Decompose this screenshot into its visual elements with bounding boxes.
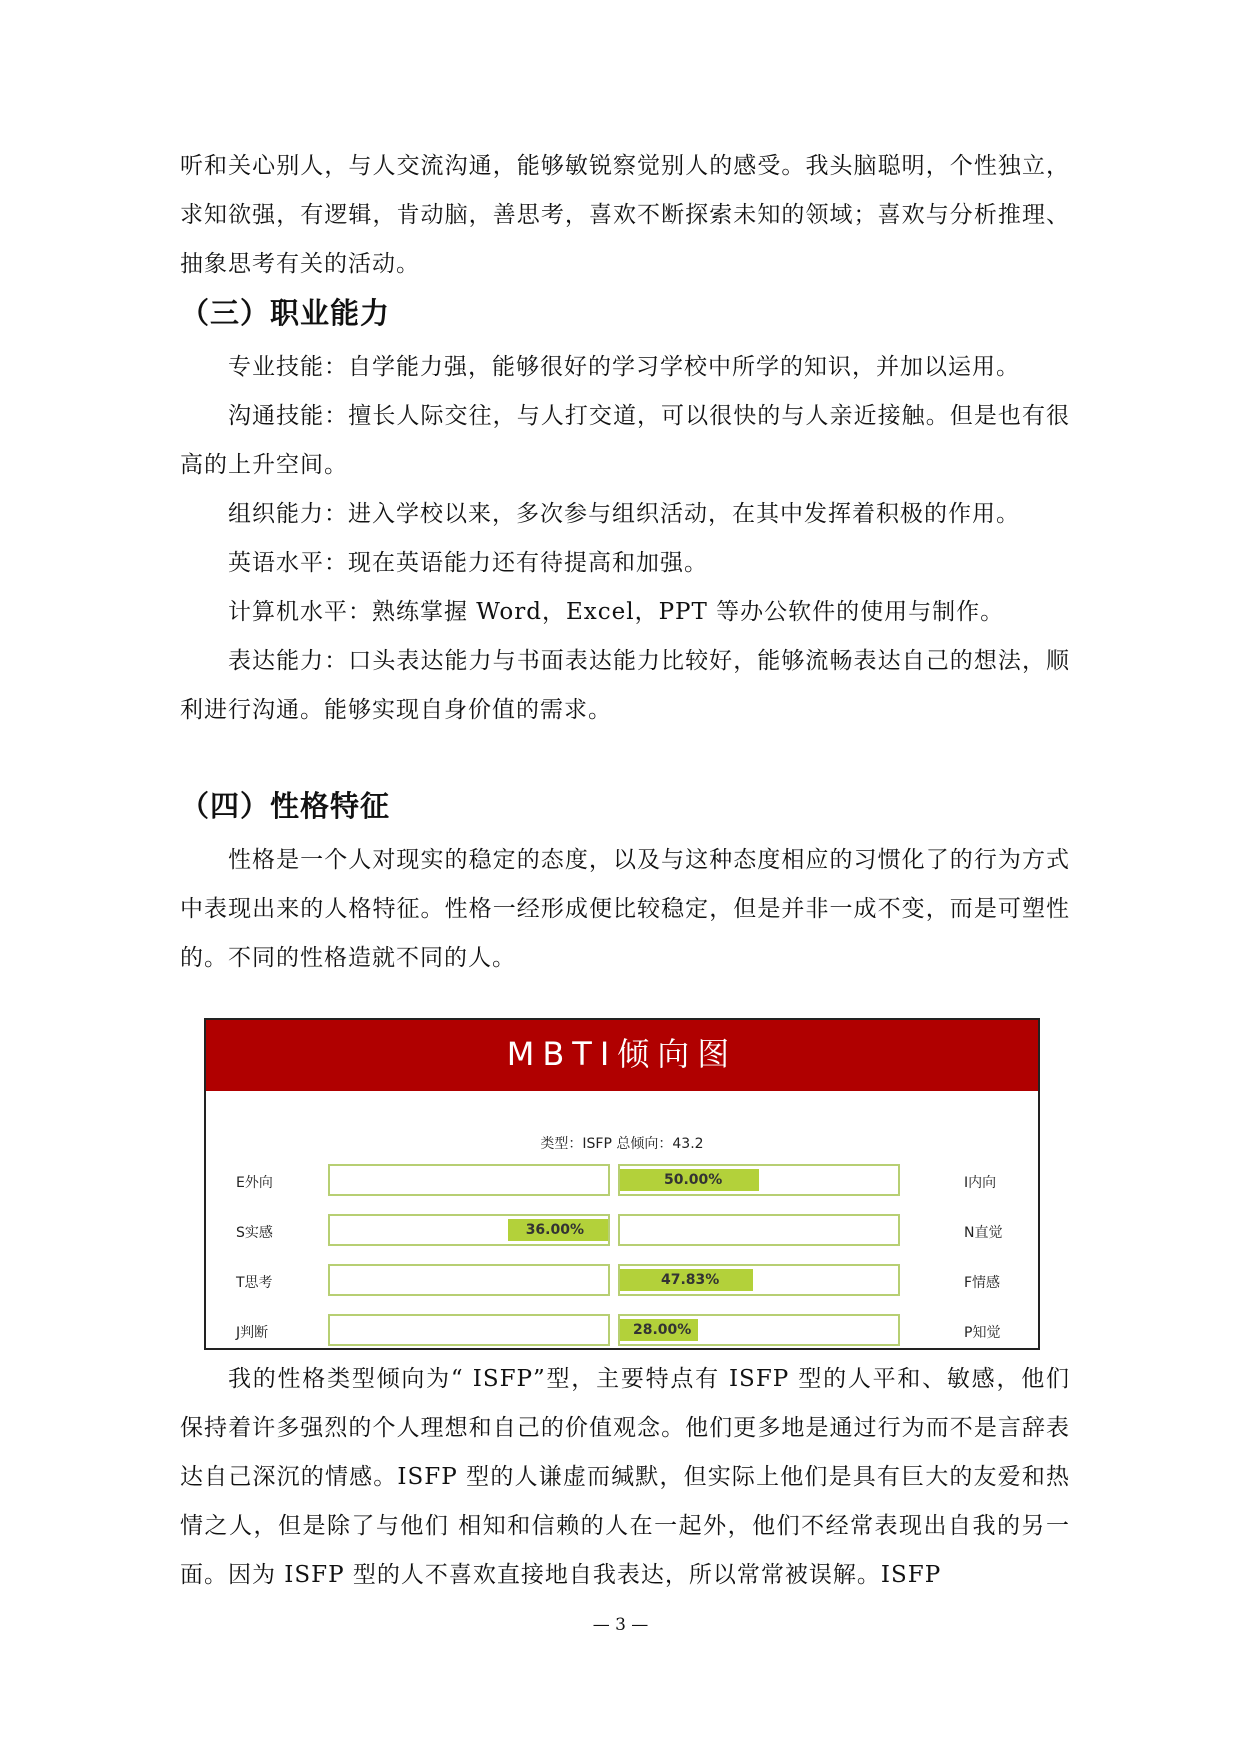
mbti-right-label: P知觉 <box>964 1325 1001 1341</box>
mbti-right-label: F情感 <box>964 1275 1001 1291</box>
paragraph-organization-skill: 组织能力：进入学校以来，多次参与组织活动，在其中发挥着积极的作用。 <box>228 501 1020 527</box>
paragraph-isfp: 我的性格类型倾向为“ ISFP”型，主要特点有 ISFP 型的人平和、敏感，他们保持着许多强烈的个人理想和自己的价值观念。他们更多地是通过行为而不是言辞表达自己深沉的情感。ISFP 型的人谦虚而缄默，但实际上他们是具有巨大的友爱和热情之人，但是除了与他们 相知和信赖的人在一起外，他们不经常表现出自我的另一面。因为 ISFP 型的人不喜欢直接地自我表达，所以常常被误解。ISFP <box>180 1366 1070 1588</box>
mbti-bar-track-left <box>328 1314 610 1346</box>
mbti-right-label: I内向 <box>964 1175 997 1191</box>
mbti-chart <box>204 1018 1040 1350</box>
paragraph-computer-level: 计算机水平：熟练掌握 Word，Excel，PPT 等办公软件的使用与制作。 <box>228 599 1005 625</box>
heading-character: （四）性格特征 <box>180 789 391 823</box>
mbti-bar-track-left <box>328 1214 610 1246</box>
paragraph-professional-skill: 专业技能：自学能力强，能够很好的学习学校中所学的知识，并加以运用。 <box>228 354 1020 380</box>
mbti-chart-body <box>206 1088 1038 1348</box>
heading-career-ability: （三）职业能力 <box>180 296 391 330</box>
mbti-bar-track-left <box>328 1264 610 1296</box>
mbti-bar-track-right <box>618 1264 900 1296</box>
mbti-bar-value: 47.83% <box>661 1272 720 1288</box>
paragraph-english-level: 英语水平：现在英语能力还有待提高和加强。 <box>228 550 708 576</box>
mbti-left-label: J判断 <box>236 1325 269 1341</box>
paragraph-expression-skill: 表达能力：口头表达能力与书面表达能力比较好，能够流畅表达自己的想法，顺利进行沟通。能够实现自身价值的需求。 <box>180 648 1070 723</box>
mbti-bar-value: 28.00% <box>633 1322 692 1338</box>
mbti-right-label: N直觉 <box>964 1225 1003 1241</box>
mbti-left-label: E外向 <box>236 1175 273 1191</box>
mbti-left-label: S实感 <box>236 1225 273 1241</box>
page-number: — 3 — <box>592 1615 649 1635</box>
mbti-bar-value: 36.00% <box>525 1222 584 1238</box>
mbti-bar-value: 50.00% <box>664 1172 723 1188</box>
mbti-bar-track-right <box>618 1214 900 1246</box>
mbti-bar-track-right <box>618 1314 900 1346</box>
paragraph-personality-cont: 听和关心别人，与人交流沟通，能够敏锐察觉别人的感受。我头脑聪明，个性独立，求知欲强，有逻辑，肯动脑，善思考，喜欢不断探索未知的领域；喜欢与分析推理、抽象思考有关的活动。 <box>180 153 1070 277</box>
mbti-chart-title: MBTI倾向图 <box>206 1020 1038 1088</box>
paragraph-character-intro: 性格是一个人对现实的稳定的态度，以及与这种态度相应的习惯化了的行为方式中表现出来的人格特征。性格一经形成便比较稳定，但是并非一成不变，而是可塑性的。不同的性格造就不同的人。 <box>180 847 1070 971</box>
mbti-left-label: T思考 <box>236 1275 273 1291</box>
mbti-bar-track-right <box>618 1164 900 1196</box>
mbti-summary: 类型：ISFP 总倾向：43.2 <box>540 1136 704 1152</box>
mbti-bar-track-left <box>328 1164 610 1196</box>
paragraph-communication-skill: 沟通技能：擅长人际交往，与人打交道，可以很快的与人亲近接触。但是也有很高的上升空间。 <box>180 403 1070 478</box>
